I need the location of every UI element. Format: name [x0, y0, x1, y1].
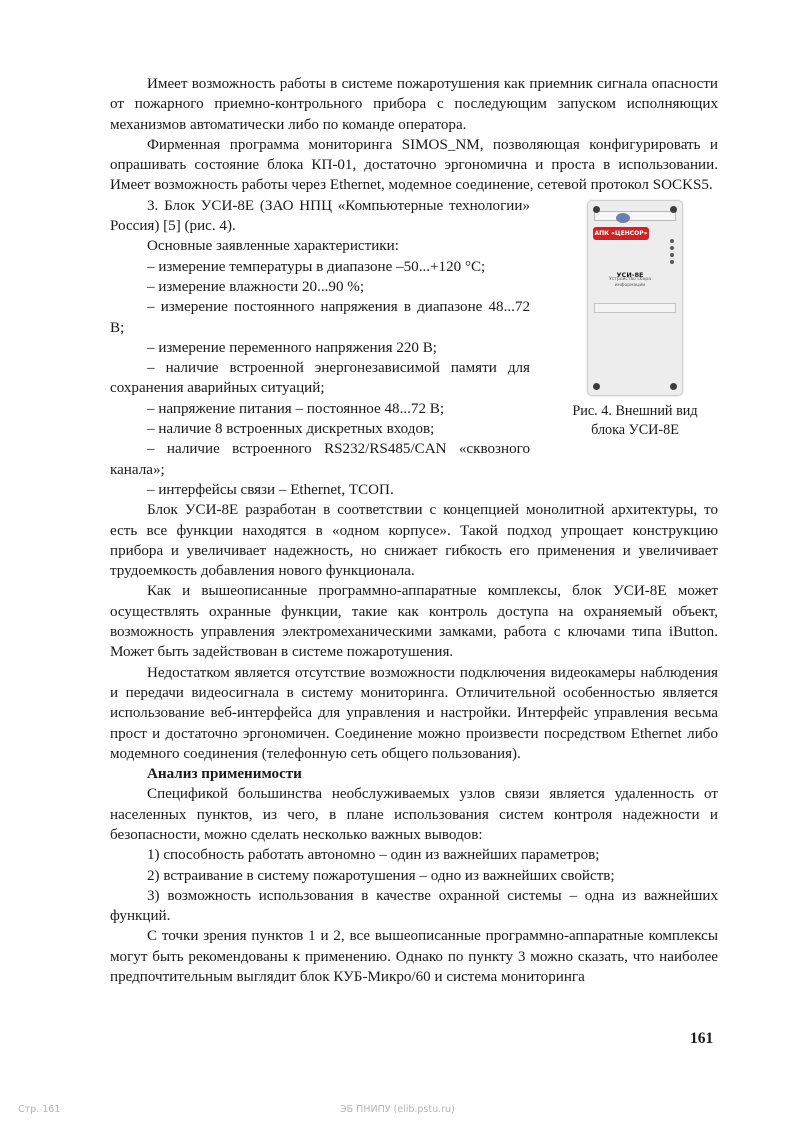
paragraph: Фирменная программа мониторинга SIMOS_NM, позволяющая конфигурировать и опрашивать состояние блока КП-01, достаточно эргономична и проста в использовании. Имеет возможность работы через Ethernet, модемное соединение, сетевой протокол SOCKS5. [110, 136, 718, 194]
paragraph: С точки зрения пунктов 1 и 2, все вышеописанные программно-аппаратные комплексы могут быть рекомендованы к применению. Однако по пункту 3 можно сказать, что наиболее предпочтительным выглядит блок КУБ-Микро/60 и система мониторинга [110, 928, 718, 986]
list-item: 3) возможность использования в качестве охранной системы – одна из важнейших функций. [110, 887, 718, 925]
device-brand-label: АПК «ЦЕНСОР» [593, 227, 649, 240]
characteristic-item: – напряжение питания – постоянное 48...72 В; [147, 400, 445, 417]
body-text [110, 74, 718, 987]
device-leds [670, 239, 674, 267]
device-bottom-strip [594, 303, 676, 313]
characteristic-item: – наличие встроенного RS232/RS485/CAN «сквозного канала»; [110, 441, 530, 478]
characteristic-item: – измерение переменного напряжения 220 В; [147, 339, 438, 356]
figure-4 [552, 198, 718, 440]
list-item: 1) способность работать автономно – один из важнейших параметров; [147, 847, 600, 864]
characteristic-item: – наличие встроенной энергонезависимой памяти для сохранения аварийных ситуаций; [110, 360, 530, 397]
screw-icon [670, 383, 677, 390]
item3-heading: 3. Блок УСИ-8Е (ЗАО НПЦ «Компьютерные технологии» Россия) [5] (рис. 4). [110, 197, 530, 235]
footer-source: ЭБ ПНИПУ (elib.pstu.ru) [340, 1104, 455, 1115]
paragraph: Блок УСИ-8Е разработан в соответствии с концепцией монолитной архитектуры, то есть все функции находятся в «одном корпусе». Такой подход упрощает конструкцию прибора и увеличивает надежность, но снижает гибкость его применения и увеличивает трудоемкость добавления нового функционала. [110, 502, 718, 580]
characteristics-title: Основные заявленные характеристики: [147, 238, 399, 255]
screw-icon [593, 383, 600, 390]
paragraph: Имеет возможность работы в системе пожаротушения как приемник сигнала опасности от пожарного приемно-контрольного прибора с последующим запуском исполняющих механизмов автоматически либо по команде оператора. [110, 76, 718, 133]
device-logo [616, 213, 630, 223]
screw-icon [593, 206, 600, 213]
section-heading: Анализ применимости [147, 766, 302, 783]
characteristic-item: – измерение влажности 20...90 %; [147, 278, 365, 295]
figure-caption: Рис. 4. Внешний вид блока УСИ-8Е [572, 402, 698, 438]
page-number: 161 [690, 1030, 714, 1047]
device-image [587, 200, 683, 396]
characteristic-item: – измерение температуры в диапазоне –50...+120 °С; [147, 258, 486, 275]
characteristic-item: – интерфейсы связи – Ethernet, ТСОП. [147, 481, 394, 498]
list-item: 2) встраивание в систему пожаротушения – одно из важнейших свойств; [147, 867, 615, 884]
paragraph: Спецификой большинства необслуживаемых узлов связи является удаленность от населенных пунктов, из чего, в плане использования систем контроля надежности и безопасности, можно сделать несколько важных выводов: [110, 786, 718, 843]
screw-icon [670, 206, 677, 213]
paragraph: Недостатком является отсутствие возможности подключения видеокамеры наблюдения и передачи видеосигнала в систему мониторинга. Отличительной особенностью является использование веб-интерфейса для управления и настройки. Интерфейс управления весьма прост и достаточно эргономичен. Соединение можно произвести посредством Ethernet либо модемного соединения (телефонную сеть общего пользования). [110, 664, 718, 762]
characteristic-item: – наличие 8 встроенных дискретных входов; [147, 421, 435, 438]
device-label-strip [594, 211, 676, 221]
characteristic-item: – измерение постоянного напряжения в диапазоне 48...72 В; [110, 299, 530, 336]
device-sub-label: Устройство сбора информации [609, 276, 651, 288]
footer-page-label: Стр. 161 [18, 1104, 61, 1115]
paragraph: Как и вышеописанные программно-аппаратные комплексы, блок УСИ-8Е может осуществлять охранные функции, такие как контроль доступа на охраняемый объект, возможность управления электромеханическими замками, работа с ключами типа iButton. Может быть задействован в системе пожаротушения. [110, 583, 718, 661]
device-model-label: УСИ-8Е [616, 270, 644, 279]
